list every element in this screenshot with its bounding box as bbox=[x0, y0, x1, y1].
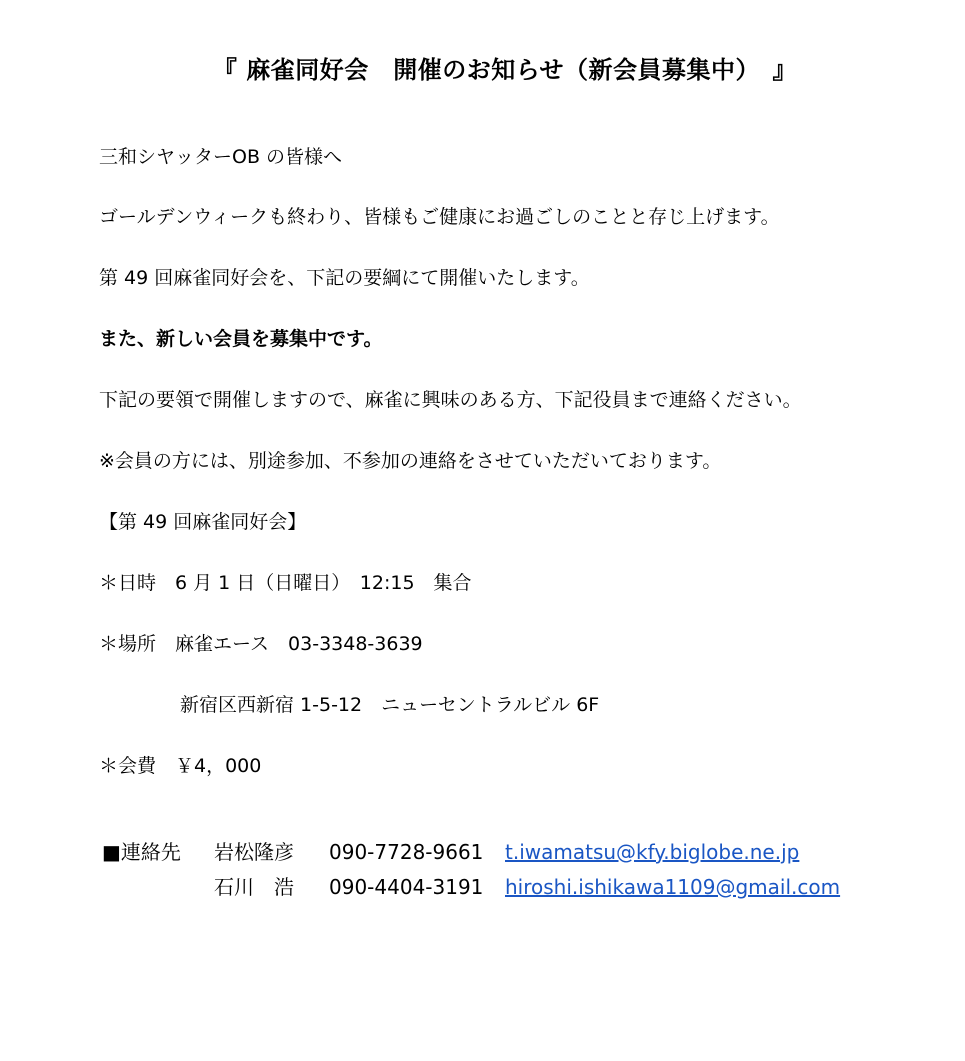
contact-name: 石川 浩 bbox=[214, 875, 294, 899]
contact-row-2 bbox=[102, 871, 840, 900]
contact-phone: 090-4404-3191 bbox=[329, 875, 484, 899]
contact-row-1 bbox=[102, 836, 799, 865]
greeting: 三和シヤッターOB の皆様へ bbox=[99, 146, 343, 168]
event-address: 新宿区西新宿 1-5-12 ニューセントラルビル 6F bbox=[180, 694, 600, 716]
event-heading: 【第 49 回麻雀同好会】 bbox=[99, 511, 307, 533]
instructions-text: 下記の要領で開催しますので、麻雀に興味のある方、下記役員まで連絡ください。 bbox=[99, 389, 802, 411]
event-date: ＊日時 6 月 1 日（日曜日） 12:15 集合 bbox=[99, 572, 472, 594]
contact-email-link[interactable]: hiroshi.ishikawa1109@gmail.com bbox=[505, 875, 841, 899]
contact-name: 岩松隆彦 bbox=[214, 840, 294, 864]
contact-label: ■連絡先 bbox=[102, 840, 181, 864]
event-fee: ＊会費 ￥4，000 bbox=[99, 755, 262, 777]
member-note: ※会員の方には、別途参加、不参加の連絡をさせていただいております。 bbox=[99, 450, 722, 472]
event-place: ＊場所 麻雀エース 03-3348-3639 bbox=[99, 633, 423, 655]
intro-text: ゴールデンウィークも終わり、皆様もご健康にお過ごしのことと存じ上げます。 bbox=[99, 206, 780, 228]
document-title: 『 麻雀同好会 開催のお知らせ（新会員募集中） 』 bbox=[212, 56, 798, 84]
announcement-text: 第 49 回麻雀同好会を、下記の要綱にて開催いたします。 bbox=[99, 267, 590, 289]
contact-phone: 090-7728-9661 bbox=[329, 840, 484, 864]
contact-email-link[interactable]: t.iwamatsu@kfy.biglobe.ne.jp bbox=[505, 840, 800, 864]
recruitment-text: また、新しい会員を募集中です。 bbox=[99, 328, 383, 350]
